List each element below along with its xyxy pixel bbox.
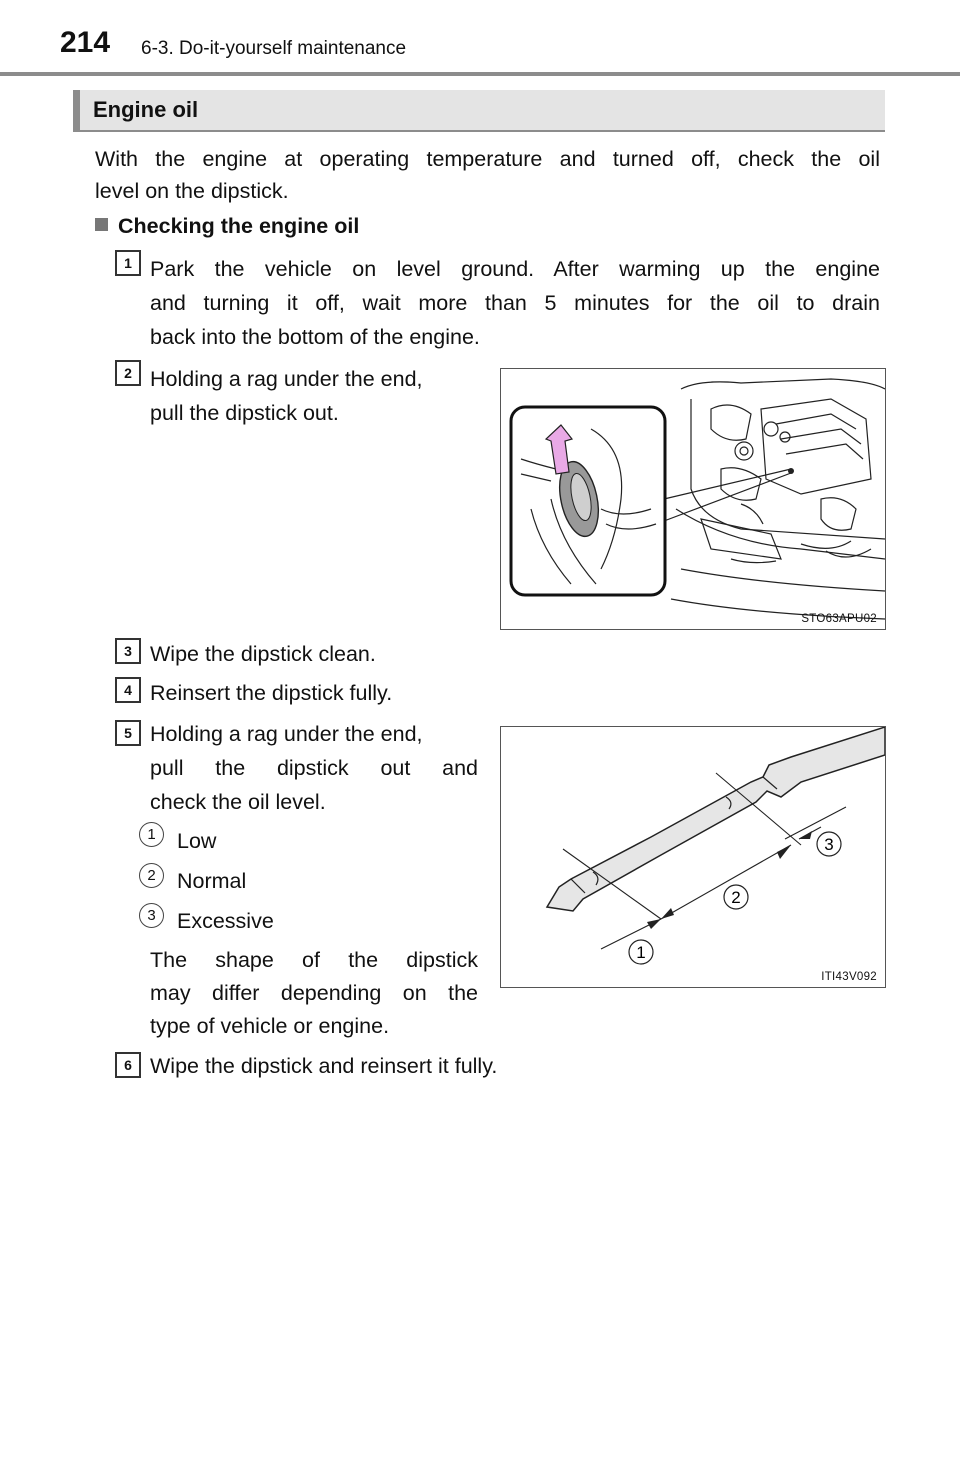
level-badge-1: 1 xyxy=(139,822,164,847)
level-label-low: Low xyxy=(177,829,217,853)
note-line-3: type of vehicle or engine. xyxy=(150,1014,390,1038)
intro-line-2: level on the dipstick. xyxy=(95,179,289,203)
section-title-bar xyxy=(73,90,80,132)
step-badge-4: 4 xyxy=(115,677,141,703)
level-label-normal: Normal xyxy=(177,869,247,893)
section-title: Engine oil xyxy=(93,97,199,122)
section-path: 6-3. Do-it-yourself maintenance xyxy=(141,38,407,59)
engine-bay-illustration xyxy=(501,369,885,629)
dipstick-illustration xyxy=(501,727,885,987)
section-title-box xyxy=(73,90,885,132)
callout-1: 1 xyxy=(636,943,646,962)
dipstick-figure xyxy=(500,726,886,988)
step-5-line-3: check the oil level. xyxy=(150,790,326,814)
step-1-line-2: and turning it off, wait more than 5 minutes for the oil to drain xyxy=(150,291,880,315)
square-bullet-icon xyxy=(95,218,108,231)
level-badge-3: 3 xyxy=(139,903,164,928)
step-1-line-1: Park the vehicle on level ground. After warming up the engine xyxy=(150,257,880,281)
level-badge-2: 2 xyxy=(139,863,164,888)
intro-line-1: With the engine at operating temperature and turned off, check the oil xyxy=(95,147,880,171)
step-badge-1: 1 xyxy=(115,250,141,276)
engine-bay-figure xyxy=(500,368,886,630)
step-1-line-3: back into the bottom of the engine. xyxy=(150,325,480,349)
step-badge-3: 3 xyxy=(115,638,141,664)
dipstick-figure-code: ITI43V092 xyxy=(821,971,877,983)
step-badge-5: 5 xyxy=(115,720,141,746)
step-badge-2: 2 xyxy=(115,360,141,386)
page-number: 214 xyxy=(60,26,111,59)
step-4-line-1: Reinsert the dipstick fully. xyxy=(150,681,393,705)
callout-3: 3 xyxy=(824,835,834,854)
note-line-2: may differ depending on the xyxy=(150,981,478,1005)
step-5-line-2: pull the dipstick out and xyxy=(150,756,478,780)
callout-2: 2 xyxy=(731,888,741,907)
step-3-line-1: Wipe the dipstick clean. xyxy=(150,642,376,666)
subheading xyxy=(95,214,359,239)
level-label-excessive: Excessive xyxy=(177,909,274,933)
step-2-line-2: pull the dipstick out. xyxy=(150,401,339,425)
step-6-line-1: Wipe the dipstick and reinsert it fully. xyxy=(150,1054,498,1078)
note-line-1: The shape of the dipstick xyxy=(150,948,478,972)
subheading-text: Checking the engine oil xyxy=(118,214,360,238)
engine-figure-code: STO63APU02 xyxy=(801,613,877,625)
step-badge-6: 6 xyxy=(115,1052,141,1078)
header-rule xyxy=(0,72,960,76)
step-2-line-1: Holding a rag under the end, xyxy=(150,367,423,391)
step-5-line-1: Holding a rag under the end, xyxy=(150,722,423,746)
